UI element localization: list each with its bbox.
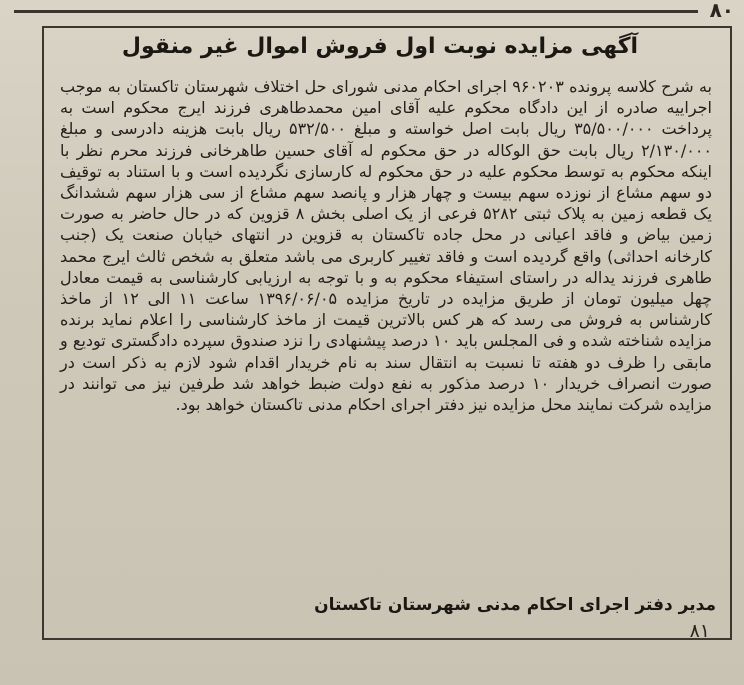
footer-number: ۸۱ — [689, 620, 710, 642]
page-number: ۸۰ — [709, 0, 734, 22]
notice-body: به شرح کلاسه پرونده ۹۶۰۲۰۳ اجرای احکام مدنی شورای حل اختلاف شهرستان تاکستان به موجب اجراییه صادره از این دادگاه محکوم علیه آقای امین محمدطاهری فرزند ایرج محکوم است به پرداخت ۳۵/۵۰۰/۰۰۰ ریال بابت اصل خواسته و مبلغ ۵۳۲/۵۰۰ ریال بابت هزینه دادرسی و مبلغ ۲/۱۳۰/۰۰۰ ریال بابت حق الوکاله در حق محکوم له آقای حسین طاهرخانی فرزند محرم نظر با اینکه محکوم به توسط محکوم علیه در حق محکوم له کارسازی نگردیده است و با استناد به توقیف دو سهم مشاع از نوزده سهم بیست و چهار هزار و پانصد سهم مشاع از سی هزار سهم ششدانگ یک قطعه زمین به پلاک ثبتی ۵۲۸۲ فرعی از یک اصلی بخش ۸ قزوین که در حال حاضر به صورت زمین بیاض و فاقد اعیانی در محل جاده تاکستان به قزوین در انتهای خیابان صنعت یک (جنب کارخانه احداثی) واقع گردیده است و فاقد تغییر کاربری می باشد متعلق به شخص ثالث ایرج محمد طاهری فرزند یداله در راستای استیفاء محکوم به و با توجه به ارزیابی کارشناسی به قیمت معادل چهل میلیون تومان از طریق مزایده در تاریخ مزایده ۱۳۹۶/۰۶/۰۵ ساعت ۱۱ الی ۱۲ از ماخذ کارشناس به فروش می رسد که هر کس بالاترین قیمت از ماخذ کارشناسی را اعلام نماید برنده مزایده شناخته شده و فی المجلس باید ۱۰ درصد پیشنهادی را نزد صندوق سپرده دادگستری تودیع و مابقی را ظرف دو هفته تا نسبت به انتقال سند به نام خریدار اقدام شود لازم به ذکر است در صورت انصراف خریدار ۱۰ درصد مذکور به نفع دولت ضبط خواهد شد طرفین نیز می توانند در مزایده شرکت نمایند محل مزایده نیز دفتر اجرای احکام مدنی تاکستان خواهد بود. — [60, 77, 713, 415]
notice-title: آگهی مزایده نوبت اول فروش اموال غیر منقول — [121, 34, 639, 59]
top-divider — [14, 10, 698, 13]
notice-signature: مدیر دفتر اجرای احکام مدنی شهرستان تاکستان — [314, 595, 716, 615]
